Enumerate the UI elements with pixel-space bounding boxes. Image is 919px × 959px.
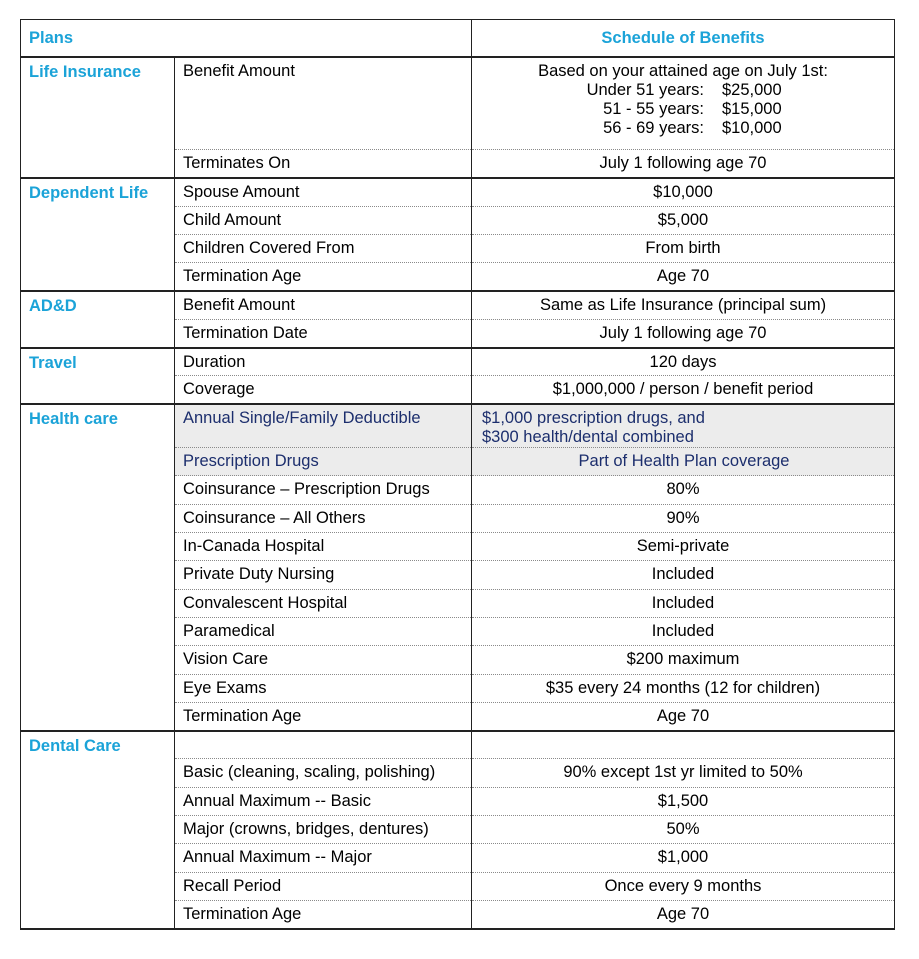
- table-row: [21, 404, 895, 448]
- row-label: Termination Age: [175, 702, 472, 730]
- age-band: 51 - 55 years: $15,000: [603, 99, 782, 118]
- table-row: [21, 178, 895, 206]
- row-value: Included: [472, 617, 895, 645]
- row-label: Termination Date: [175, 319, 472, 347]
- row-label: Duration: [175, 348, 472, 376]
- row-label: Eye Exams: [175, 674, 472, 702]
- plan-life-insurance: Life Insurance: [21, 57, 175, 178]
- row-value: $10,000: [472, 178, 895, 206]
- row-value-empty: [472, 731, 895, 759]
- row-value: $35 every 24 months (12 for children): [472, 674, 895, 702]
- age-band: 56 - 69 years: $10,000: [603, 118, 782, 137]
- row-label: Convalescent Hospital: [175, 589, 472, 617]
- row-label: Recall Period: [175, 872, 472, 900]
- row-value: Part of Health Plan coverage: [472, 448, 895, 476]
- row-value: July 1 following age 70: [472, 319, 895, 347]
- plan-dependent-life: Dependent Life: [21, 178, 175, 291]
- row-label-empty: [175, 731, 472, 759]
- row-label: Annual Maximum -- Major: [175, 844, 472, 872]
- plan-dental-care: Dental Care: [21, 731, 175, 929]
- plan-health-care: Health care: [21, 404, 175, 730]
- row-label: Vision Care: [175, 646, 472, 674]
- row-value: $1,000: [472, 844, 895, 872]
- table-row: [21, 57, 895, 150]
- row-label: In-Canada Hospital: [175, 533, 472, 561]
- row-label: Paramedical: [175, 617, 472, 645]
- row-label: Private Duty Nursing: [175, 561, 472, 589]
- deductible-line: $1,000 prescription drugs, and: [482, 409, 705, 428]
- row-label: Child Amount: [175, 206, 472, 234]
- row-label: Basic (cleaning, scaling, polishing): [175, 759, 472, 787]
- row-label: Annual Maximum -- Basic: [175, 787, 472, 815]
- table-row: [21, 291, 895, 319]
- row-value: Included: [472, 561, 895, 589]
- row-label: Children Covered From: [175, 234, 472, 262]
- row-label: Coverage: [175, 376, 472, 404]
- age-band: Under 51 years: $25,000: [586, 80, 782, 99]
- row-label: Spouse Amount: [175, 178, 472, 206]
- row-value: $1,000,000 / person / benefit period: [472, 376, 895, 404]
- row-value: Included: [472, 589, 895, 617]
- row-value: 120 days: [472, 348, 895, 376]
- plan-travel: Travel: [21, 348, 175, 405]
- life-benefit-schedule: [472, 57, 895, 150]
- row-label: Prescription Drugs: [175, 448, 472, 476]
- row-value: From birth: [472, 234, 895, 262]
- row-label: Benefit Amount: [175, 291, 472, 319]
- row-value: 90%: [472, 504, 895, 532]
- row-label: Coinsurance – Prescription Drugs: [175, 476, 472, 504]
- row-label: Coinsurance – All Others: [175, 504, 472, 532]
- row-label: Benefit Amount: [175, 57, 472, 150]
- row-label: Termination Age: [175, 263, 472, 291]
- table-row: [21, 348, 895, 376]
- table-header-row: [21, 20, 895, 57]
- row-label: Annual Single/Family Deductible: [175, 404, 472, 448]
- row-value: Once every 9 months: [472, 872, 895, 900]
- row-value: 90% except 1st yr limited to 50%: [472, 759, 895, 787]
- row-value: 50%: [472, 816, 895, 844]
- row-value: Age 70: [472, 702, 895, 730]
- row-value: $5,000: [472, 206, 895, 234]
- row-value: Same as Life Insurance (principal sum): [472, 291, 895, 319]
- row-value: Age 70: [472, 263, 895, 291]
- deductible-value: [472, 404, 895, 448]
- row-value: July 1 following age 70: [472, 150, 895, 178]
- row-label: Termination Age: [175, 900, 472, 928]
- plans-header: Plans: [21, 20, 472, 57]
- table-row: [21, 731, 895, 759]
- row-label: Major (crowns, bridges, dentures): [175, 816, 472, 844]
- row-label: Terminates On: [175, 150, 472, 178]
- schedule-header: Schedule of Benefits: [472, 20, 895, 57]
- deductible-line: $300 health/dental combined: [482, 428, 694, 447]
- row-value: 80%: [472, 476, 895, 504]
- row-value: $1,500: [472, 787, 895, 815]
- benefits-table: [20, 19, 895, 930]
- row-value: Age 70: [472, 900, 895, 928]
- row-value: Semi-private: [472, 533, 895, 561]
- plan-add: AD&D: [21, 291, 175, 348]
- life-benefit-intro: Based on your attained age on July 1st:: [538, 61, 828, 80]
- row-value: $200 maximum: [472, 646, 895, 674]
